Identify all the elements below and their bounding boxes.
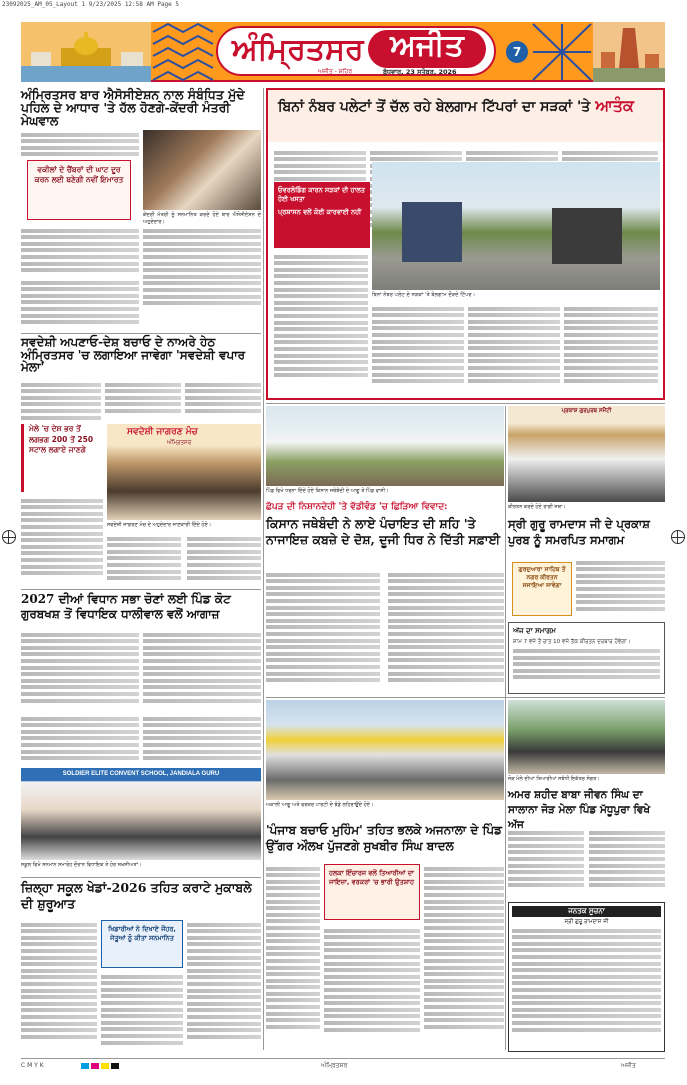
- swadeshi-pullquote: ਮੇਲੇ 'ਚ ਦੇਸ਼ ਭਰ ਤੋਂ ਲਗਭਗ 200 ਤੋਂ 250 ਸਟਾਲ ਲਗਾਏ ਜਾਣਗੇ: [29, 424, 94, 454]
- guru-ramdas-photo: [508, 406, 665, 502]
- color-swatch-cyan: [81, 1063, 89, 1069]
- school-games-pullquote-box: [101, 920, 183, 968]
- masthead: [21, 22, 665, 82]
- article-guru-ramdas: [508, 406, 665, 696]
- tippers-photo: [372, 162, 660, 290]
- row-rule-2: [21, 589, 261, 590]
- pattern-left-decoration: [153, 24, 213, 80]
- row-rule-4: [266, 403, 665, 404]
- footer: [21, 1058, 665, 1072]
- farmers-kicker: ਛੱਪੜ ਦੀ ਨਿਸ਼ਾਨਦੇਹੀ 'ਤੇ ਵੱਡੀਵੰਡ 'ਚ ਛਿੜਿਆ ਵਿਵਾਦ:: [266, 502, 448, 512]
- swadeshi-banner-sub: ਅੰਮ੍ਰਿਤਸਰ: [167, 440, 192, 446]
- swadeshi-banner: ਸਵਦੇਸ਼ੀ ਜਾਗਰਣ ਮੰਚ: [127, 427, 198, 437]
- punjab-bachao-pullquote: ਹਲਕਾ ਇੰਚਾਰਜ ਵਲੋਂ ਤਿਆਰੀਆਂ ਦਾ ਜਾਇਜ਼ਾ, ਵਰਕਰਾਂ 'ਚ ਭਾਰੀ ਉਤਸ਼ਾਹ: [329, 869, 415, 886]
- guru-ramdas-box-title: ਅੱਜ ਦਾ ਸਮਾਗਮ: [513, 627, 556, 635]
- footer-color-label: C M Y K: [21, 1062, 44, 1069]
- notice-title: ਜਨਤਕ ਸੂਚਨਾ: [512, 906, 661, 917]
- school-games-headline: ਜ਼ਿਲ੍ਹਾ ਸਕੂਲ ਖੇਡਾਂ-2026 ਤਹਿਤ ਕਰਾਟੇ ਮੁਕਾਬਲੇ ਦੀ ਸ਼ੁਰੂਆਤ: [21, 880, 252, 911]
- masthead-city: ਅੰਮ੍ਰਿਤਸਰ: [232, 32, 364, 67]
- guru-ramdas-box-text: ਸ਼ਾਮ 7 ਵਜੇ ਤੋਂ ਰਾਤ 10 ਵਜੇ ਤੱਕ ਕੀਰਤਨ ਦਰਬਾਰ ਹੋਵੇਗਾ।: [513, 639, 631, 645]
- footer-center: ਅੰਮ੍ਰਿਤਸਰ: [321, 1062, 348, 1069]
- row-rule-3: [21, 877, 261, 878]
- column-rule-right: [505, 406, 506, 1050]
- bar-association-headline: ਅੰਮ੍ਰਿਤਸਰ ਬਾਰ ਐਸੋਸੀਏਸ਼ਨ ਨਾਲ ਸੰਬੰਧਿਤ ਮੁੱਦੇ ਪਹਿਲ ਦੇ ਆਧਾਰ 'ਤੇ ਹੱਲ ਹੋਣਗੇ-ਕੇਂਦਰੀ ਮੰਤਰੀ ਮੇਘਵਾਲ: [21, 87, 245, 129]
- registration-mark-left-h: [2, 537, 16, 538]
- color-swatch-black: [111, 1063, 119, 1069]
- public-notice: [508, 902, 665, 1052]
- print-imprint: 23092025_AM_05_Layout 1 9/23/2025 12:58 AM Page 5: [2, 1, 180, 8]
- punjab-bachao-pullquote-box: [324, 864, 420, 920]
- school-games-pullquote: ਖਿਡਾਰੀਆਂ ਨੇ ਦਿਖਾਏ ਜੌਹਰ, ਜੇਤੂਆਂ ਨੂੰ ਕੀਤਾ ਸਨਮਾਨਿਤ: [108, 925, 176, 942]
- article-election-2027: [21, 592, 261, 874]
- jallianwala-memorial-illustration: [593, 22, 665, 82]
- row-rule-1: [21, 333, 261, 334]
- color-swatch-magenta: [91, 1063, 99, 1069]
- punjab-bachao-caption: ਅਕਾਲੀ ਆਗੂ ਅਤੇ ਵਰਕਰ ਪਾਰਟੀ ਦੇ ਝੰਡੇ ਲਹਿਰਾਉਂਦੇ ਹੋਏ।: [266, 802, 374, 808]
- election-headline: 2027 ਦੀਆਂ ਵਿਧਾਨ ਸਭਾ ਚੋਣਾਂ ਲਈ ਪਿੰਡ ਕੋਟ ਗੁਰਬਖਸ਼ ਤੋਂ ਵਿਧਾਇਕ ਧਾਲੀਵਾਲ ਵਲੋਂ ਆਗਾਜ਼: [21, 592, 231, 621]
- article-school-games: [21, 880, 261, 1050]
- election-caption: ਸਕੂਲ ਵਿਖੇ ਸਨਮਾਨ ਸਮਾਰੋਹ ਦੌਰਾਨ ਵਿਧਾਇਕ ਤੇ ਹੋਰ ਸ਼ਖ਼ਸੀਅਤਾਂ।: [21, 862, 142, 868]
- masthead-city-sub: ਅਜੀਤ - ਸ਼ਹਿਰ: [318, 68, 353, 75]
- bar-association-photo: [143, 130, 261, 210]
- article-tippers: [266, 88, 665, 400]
- registration-mark-right-h: [671, 537, 685, 538]
- page-number-badge: 7: [506, 41, 528, 63]
- masthead-title-panel: [216, 26, 496, 76]
- election-photo: [21, 768, 261, 860]
- guru-ramdas-info-box: [508, 622, 665, 694]
- farmers-photo: [266, 406, 504, 486]
- baba-jiwan-singh-headline: ਅਮਰ ਸ਼ਹੀਦ ਬਾਬਾ ਜੀਵਨ ਸਿੰਘ ਦਾ ਸਾਲਾਨਾ ਜੋੜ ਮੇਲਾ ਪਿੰਡ ਮੱਧੂਪੁਰਾ ਵਿਖੇ ਅੱਜ: [508, 789, 651, 831]
- article-bar-association: [21, 88, 261, 330]
- baba-jiwan-singh-photo: [508, 700, 665, 774]
- golden-temple-illustration: [21, 22, 151, 82]
- article-swadeshi: [21, 336, 261, 586]
- election-banner: SOLDIER ELITE CONVENT SCHOOL, JANDIALA GURU: [62, 771, 220, 777]
- color-swatch-yellow: [101, 1063, 109, 1069]
- baba-jiwan-singh-caption: ਜੋੜ ਮੇਲੇ ਦੀਆਂ ਤਿਆਰੀਆਂ ਸਬੰਧੀ ਇਕੱਤਰ ਸੰਗਤ।: [508, 776, 600, 782]
- article-baba-jiwan-singh: [508, 700, 665, 896]
- bar-association-caption: ਕੇਂਦਰੀ ਮੰਤਰੀ ਨੂੰ ਸਨਮਾਨਿਤ ਕਰਦੇ ਹੋਏ ਬਾਰ ਐਸੋਸੀਏਸ਼ਨ ਦੇ ਅਹੁਦੇਦਾਰ।: [143, 212, 261, 225]
- notice-sub: ਸ੍ਰੀ ਗੁਰੂ ਰਾਮਦਾਸ ਜੀ: [564, 919, 609, 925]
- punjab-bachao-headline: 'ਪੰਜਾਬ ਬਚਾਓ ਮੁਹਿੰਮ' ਤਹਿਤ ਭਲਕੇ ਅਜਨਾਲਾ ਦੇ ਪਿੰਡ ਉੱਗਰ ਔਲਖ ਪੁੱਜਣਗੇ ਸੁਖਬੀਰ ਸਿੰਘ ਬਾਦਲ: [266, 823, 502, 853]
- tippers-pullquote-2: ਪ੍ਰਸ਼ਾਸਨ ਵਲੋਂ ਕੋਈ ਕਾਰਵਾਈ ਨਹੀਂ: [278, 208, 362, 216]
- tippers-headline-accent: ਆਤੰਕ: [595, 96, 634, 115]
- tippers-caption: ਬਿਨਾਂ ਨੰਬਰ ਪਲੇਟ ਦੇ ਸੜਕਾਂ 'ਤੇ ਬੇਲਗਾਮ ਦੌੜਦੇ ਟਿੱਪਰ।: [372, 292, 476, 298]
- article-punjab-bachao: [266, 700, 504, 1050]
- guru-ramdas-banner: ਪ੍ਰਕਾਸ਼ ਗੁਰਪੁਰਬ ਸਮੈਂਟੀ: [561, 408, 612, 414]
- article-farmers: [266, 406, 504, 696]
- guru-ramdas-pullquote: ਗੁਰਦੁਆਰਾ ਸਾਹਿਬ ਤੋਂ ਨਗਰ ਕੀਰਤਨ ਸਜਾਇਆ ਜਾਵੇਗਾ: [518, 566, 566, 589]
- tippers-pullquote-1: ਓਵਰਲੋਡਿੰਗ ਕਾਰਨ ਸੜਕਾਂ ਦੀ ਹਾਲਤ ਹੋਈ ਖਸਤਾ: [278, 186, 365, 203]
- pattern-right-decoration: [533, 24, 591, 80]
- masthead-date: ਬੁੱਧਵਾਰ, 23 ਸਤੰਬਰ, 2026: [383, 68, 457, 76]
- farmers-caption: ਪਿੰਡ ਵਿਖੇ ਧਰਨਾ ਦਿੰਦੇ ਹੋਏ ਕਿਸਾਨ ਜਥੇਬੰਦੀ ਦੇ ਆਗੂ ਤੇ ਪਿੰਡ ਵਾਸੀ।: [266, 488, 389, 494]
- guru-ramdas-caption: ਕੀਰਤਨ ਕਰਦੇ ਹੋਏ ਰਾਗੀ ਜਥਾ।: [508, 504, 566, 510]
- tippers-pullquote-box: [274, 182, 370, 248]
- punjab-bachao-photo: [266, 700, 504, 800]
- bar-association-pullquote: ਵਕੀਲਾਂ ਦੇ ਚੈਂਬਰਾਂ ਦੀ ਘਾਟ ਦੂਰ ਕਰਨ ਲਈ ਬਣੇਗੀ ਨਵੀਂ ਇਮਾਰਤ: [34, 165, 124, 184]
- column-rule-left: [263, 88, 264, 1050]
- bar-association-pullquote-box: [27, 160, 131, 220]
- guru-ramdas-pullquote-box: [512, 562, 572, 616]
- masthead-brand: ਅਜੀਤ: [368, 30, 486, 68]
- swadeshi-pullquote-box: [21, 424, 103, 492]
- swadeshi-caption: ਸਵਦੇਸ਼ੀ ਜਾਗਰਣ ਮੰਚ ਦੇ ਅਹੁਦੇਦਾਰ ਜਾਣਕਾਰੀ ਦਿੰਦੇ ਹੋਏ।: [107, 522, 212, 528]
- swadeshi-photo: [107, 424, 261, 520]
- row-rule-5: [266, 697, 665, 698]
- tippers-headline: ਬਿਨਾਂ ਨੰਬਰ ਪਲੇਟਾਂ ਤੋਂ ਚੱਲ ਰਹੇ ਬੇਲਗਾਮ ਟਿੱਪਰਾਂ ਦਾ ਸੜਕਾਂ 'ਤੇ: [278, 99, 591, 115]
- guru-ramdas-headline: ਸ੍ਰੀ ਗੁਰੂ ਰਾਮਦਾਸ ਜੀ ਦੇ ਪ੍ਰਕਾਸ਼ ਪੁਰਬ ਨੂੰ ਸਮਰਪਿਤ ਸਮਾਗਮ: [508, 517, 650, 547]
- swadeshi-headline: ਸਵਦੇਸ਼ੀ ਅਪਣਾਓ-ਦੇਸ਼ ਬਚਾਓ ਦੇ ਨਾਅਰੇ ਹੇਠ ਅੰਮ੍ਰਿਤਸਰ 'ਚ ਲਗਾਇਆ ਜਾਵੇਗਾ 'ਸਵਦੇਸ਼ੀ ਵਪਾਰ ਮੇਲਾ': [21, 335, 246, 375]
- footer-right: ਅਜੀਤ: [621, 1062, 636, 1069]
- farmers-headline: ਕਿਸਾਨ ਜਥੇਬੰਦੀ ਨੇ ਲਾਏ ਪੰਚਾਇਤ ਦੀ ਸ਼ਹਿ 'ਤੇ ਨਾਜਾਇਜ਼ ਕਬਜ਼ੇ ਦੇ ਦੋਸ਼, ਦੂਜੀ ਧਿਰ ਨੇ ਦਿੱਤੀ ਸਫ਼ਾਈ: [266, 516, 501, 547]
